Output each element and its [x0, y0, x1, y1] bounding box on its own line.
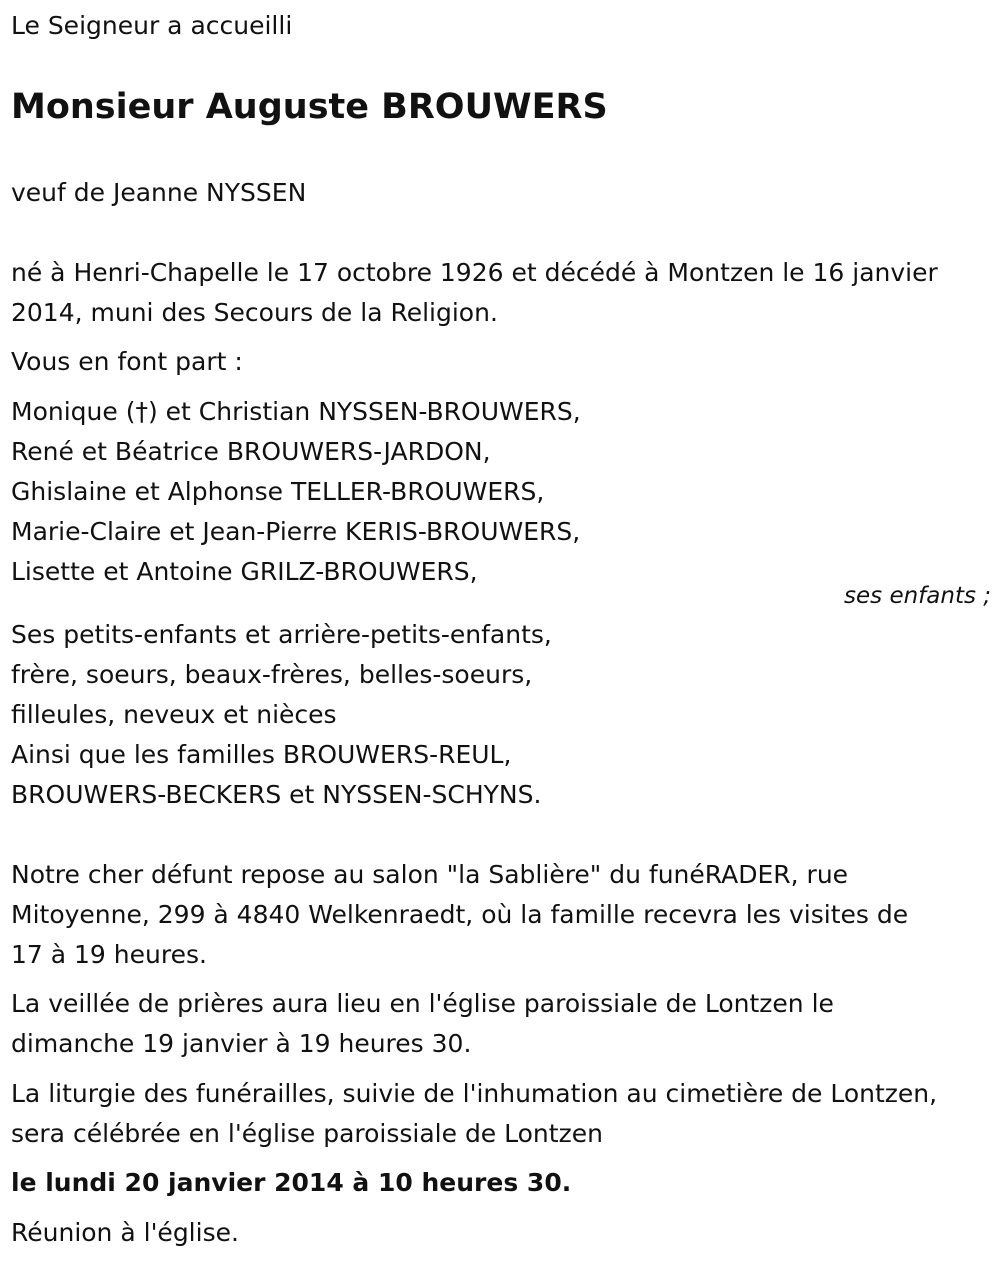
list-item: Monique (†) et Christian NYSSEN-BROUWERS, — [11, 397, 581, 426]
list-item: René et Béatrice BROUWERS-JARDON, — [11, 437, 491, 466]
list-item: Ainsi que les familles BROUWERS-REUL, — [11, 740, 512, 769]
list-item: Marie-Claire et Jean-Pierre KERIS-BROUWERS, — [11, 517, 581, 546]
ceremony-date: le lundi 20 janvier 2014 à 10 heures 30. — [11, 1168, 572, 1197]
birth-death-paragraph — [11, 253, 938, 333]
paragraph-line: 17 à 19 heures. — [11, 940, 207, 969]
paragraph-line: né à Henri-Chapelle le 17 octobre 1926 et décédé à Montzen le 16 janvier — [11, 258, 938, 287]
children-list — [11, 392, 581, 592]
liturgy-paragraph — [11, 1074, 937, 1154]
intro-text: Le Seigneur a accueilli — [11, 11, 293, 40]
meeting-text: Réunion à l'église. — [11, 1218, 239, 1247]
paragraph-line: Mitoyenne, 299 à 4840 Welkenraedt, où la famille recevra les visites de — [11, 900, 909, 929]
list-item: Ghislaine et Alphonse TELLER-BROUWERS, — [11, 477, 545, 506]
paragraph-line: La veillée de prières aura lieu en l'église paroissiale de Lontzen le — [11, 989, 834, 1018]
list-item: BROUWERS-BECKERS et NYSSEN-SCHYNS. — [11, 780, 542, 809]
list-item: frère, soeurs, beaux-frères, belles-soeurs, — [11, 660, 533, 689]
announcement-text — [11, 342, 243, 382]
rest-place-paragraph — [11, 855, 908, 975]
list-item: Ses petits-enfants et arrière-petits-enfants, — [11, 620, 552, 649]
list-item: filleules, neveux et nièces — [11, 700, 337, 729]
paragraph-line: Notre cher défunt repose au salon "la Sablière" du funéRADER, rue — [11, 860, 849, 889]
announcement-line: Vous en font part : — [11, 347, 243, 376]
widow-of-text: veuf de Jeanne NYSSEN — [11, 178, 307, 207]
list-item: Lisette et Antoine GRILZ-BROUWERS, — [11, 557, 478, 586]
family-list — [11, 615, 552, 815]
paragraph-line: 2014, muni des Secours de la Religion. — [11, 298, 498, 327]
wake-paragraph — [11, 984, 834, 1064]
deceased-name: Monsieur Auguste BROUWERS — [11, 87, 608, 127]
children-role-label: ses enfants ; — [844, 583, 991, 609]
paragraph-line: La liturgie des funérailles, suivie de l'inhumation au cimetière de Lontzen, — [11, 1079, 938, 1108]
paragraph-line: dimanche 19 janvier à 19 heures 30. — [11, 1029, 472, 1058]
paragraph-line: sera célébrée en l'église paroissiale de Lontzen — [11, 1119, 603, 1148]
